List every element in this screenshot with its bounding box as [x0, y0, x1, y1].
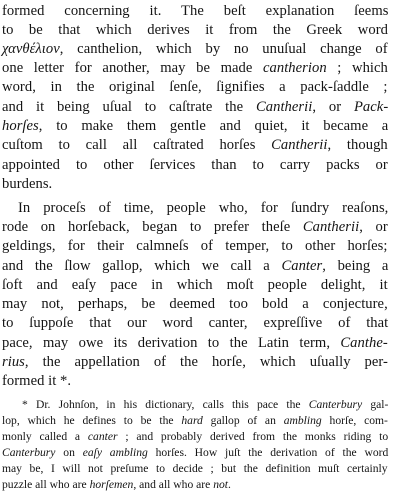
text-run: , though — [327, 137, 388, 153]
text-run: may not, perhaps, be deemed too bold a conjecture, — [2, 296, 388, 312]
footnote-line-4 — [2, 446, 388, 460]
italic-text-run: rius — [2, 354, 25, 370]
body-line-1 — [2, 2, 388, 20]
text-run: monly called a — [2, 430, 88, 443]
body-line-12 — [2, 218, 388, 236]
text-run: and it being uſual to caſtrate the — [2, 99, 256, 115]
text-run: appointed to other ſervices than to carry packs or — [2, 157, 388, 173]
text-run: formed concerning it. The beſt explanation ſeems — [2, 3, 389, 19]
text-run: may be, I will not preſume to decide ; but the definition muſt certainly — [2, 462, 388, 475]
text-run: , to make them gentle and quiet, it became a — [38, 118, 389, 134]
italic-text-run: cantherion — [262, 60, 327, 76]
text-run: rode on horſeback, began to prefer theſe — [2, 219, 303, 235]
footnote-line-1 — [22, 398, 388, 412]
footnote-line-3 — [2, 430, 388, 444]
text-run: ; which — [326, 60, 388, 76]
text-run: pace, may owe its derivation to the Latin term, — [2, 335, 341, 351]
text-run: , or — [312, 99, 354, 115]
text-run: * Dr. Johnſon, in his dictionary, calls this pace the — [22, 398, 309, 411]
body-line-10 — [2, 175, 52, 193]
text-run: one letter for another, may be made — [2, 60, 263, 76]
italic-text-run: hard — [181, 414, 203, 427]
text-run: . — [228, 478, 231, 491]
footnote-line-2 — [2, 414, 388, 428]
text-run: word, in the original ſenſe, ſignifies a pack-ſaddle ; — [2, 79, 388, 95]
text-run: puzzle all who are — [2, 478, 90, 491]
text-run: , the appellation of the horſe, which uſually per- — [24, 354, 388, 370]
body-line-20 — [2, 372, 71, 390]
body-line-9 — [2, 156, 388, 174]
body-line-3 — [2, 40, 388, 58]
body-line-13 — [2, 237, 388, 255]
body-line-2 — [2, 21, 388, 39]
text-run: to be that which derives it from the Greek word — [2, 22, 388, 38]
text-run: horſe, com- — [321, 414, 388, 427]
text-run: formed it *. — [2, 373, 72, 389]
body-line-19 — [2, 353, 388, 371]
italic-text-run: ambling — [283, 414, 322, 427]
italic-text-run: horſes — [2, 118, 39, 134]
footnote-line-6 — [2, 478, 231, 492]
body-line-16 — [2, 295, 388, 313]
body-line-18 — [2, 334, 388, 352]
body-line-7 — [2, 117, 388, 135]
text-run: In proceſs of time, people who, for ſundry reaſons, — [18, 200, 389, 216]
text-run: , being a — [322, 258, 389, 274]
italic-text-run: Cantherii — [302, 219, 360, 235]
text-run: geldings, for their calmneſs of temper, to other horſes; — [2, 238, 388, 254]
italic-text-run: Pack- — [353, 99, 389, 115]
text-run: ; and probably derived from the monks riding to — [117, 430, 389, 443]
footnote-line-5 — [2, 462, 388, 476]
text-run: horſes. How juſt the derivation of the word — [147, 446, 389, 459]
italic-text-run: χανθέλιον — [2, 41, 60, 57]
body-line-8 — [2, 136, 388, 154]
body-line-5 — [2, 78, 388, 96]
text-run: gallop of an — [202, 414, 284, 427]
text-run: , or — [359, 219, 388, 235]
text-run: and the ſlow gallop, which we call a — [2, 258, 282, 274]
italic-text-run: Canter — [281, 258, 323, 274]
body-line-6 — [2, 98, 388, 116]
italic-text-run: Cantherii — [271, 137, 328, 153]
body-line-4 — [2, 59, 388, 77]
body-line-11 — [18, 199, 388, 217]
text-run: , and all who are — [133, 478, 214, 491]
text-run: burdens. — [2, 176, 53, 192]
body-line-15 — [2, 276, 388, 294]
italic-text-run: canter — [87, 430, 118, 443]
italic-text-run: horſemen — [89, 478, 134, 491]
text-run: ſoft and eaſy pace in which moſt people delight, it — [2, 277, 388, 293]
text-run: cuſtom to call all caſtrated horſes — [2, 137, 272, 153]
text-run: , canthelion, which by no unuſual change of — [59, 41, 388, 57]
text-run: to ſuppoſe that our word canter, expreſſive of that — [2, 315, 389, 331]
italic-text-run: eaſy ambling — [82, 446, 148, 459]
italic-text-run: Cantherii — [255, 99, 313, 115]
italic-text-run: not — [213, 478, 229, 491]
text-run: on — [55, 446, 83, 459]
italic-text-run: Canterbury — [308, 398, 363, 411]
body-line-17 — [2, 314, 388, 332]
italic-text-run: Canthe- — [340, 335, 388, 351]
italic-text-run: Canterbury — [2, 446, 56, 459]
text-run: lop, which he defines to be the — [2, 414, 182, 427]
body-line-14 — [2, 257, 388, 275]
text-run: gal- — [362, 398, 389, 411]
